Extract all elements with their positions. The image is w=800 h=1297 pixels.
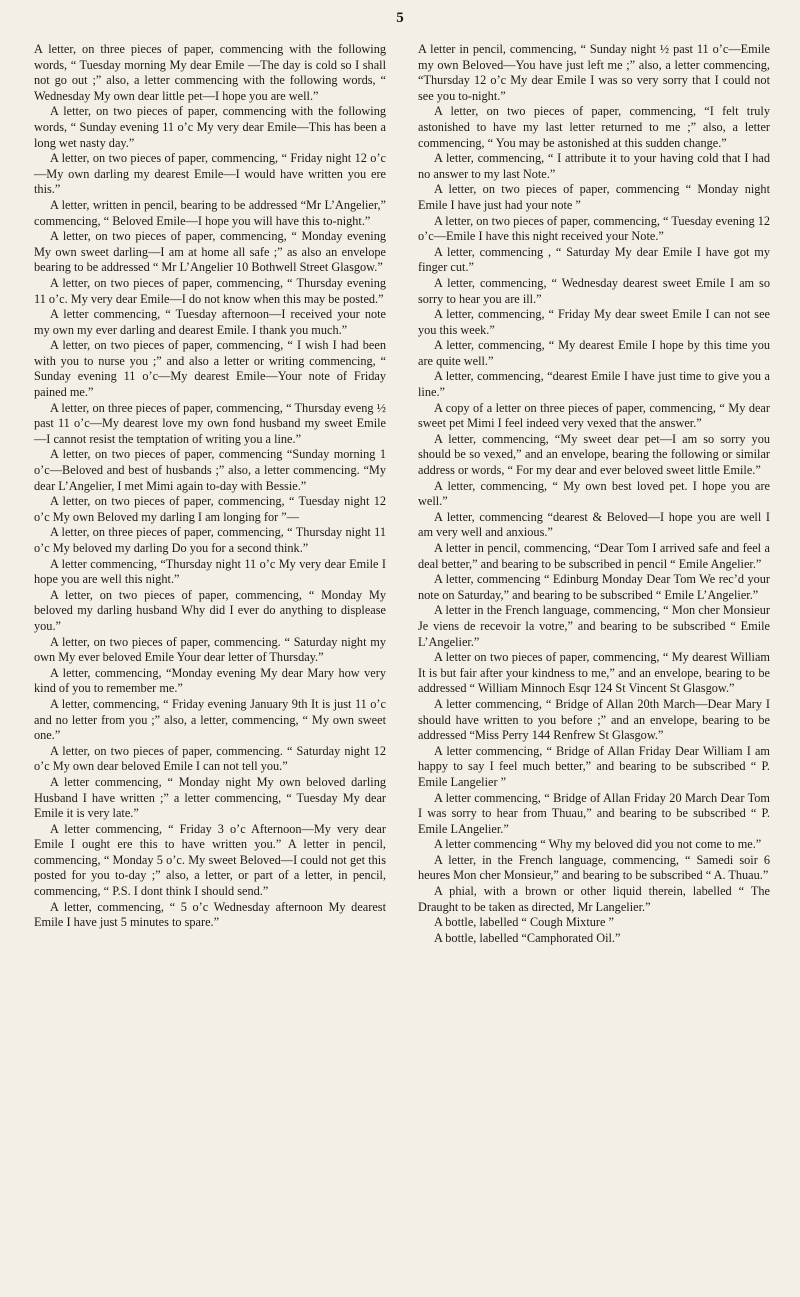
inventory-entry: A letter, on two pieces of paper, commencing, “ Thursday evening 11 o’c. My very dear Emile—I do not know when this may be posted.” (34, 275, 386, 306)
inventory-entry: A letter commencing, “ Tuesday afternoon—I received your note my own my ever darling and dearest Emile. I thank you much.” (34, 307, 386, 337)
inventory-entry: A letter commencing, “ Bridge of Allan Friday Dear William I am happy to say I feel much better,” and bearing to be subscribed “ P. Emile Langelier ” (418, 743, 770, 789)
inventory-entry: A letter, commencing, “ My own best loved pet. I hope you are well.” (418, 478, 770, 509)
inventory-entry: A letter on two pieces of paper, commencing, “ My dearest William It is but fair after your kindness to me,” and an envelope, bearing to be addressed “ William Minnoch Esqr 124 St Vincent St Glasgow.” (418, 650, 770, 696)
inventory-entry: A letter, on two pieces of paper, commencing with the following words, “ Sunday evening 11 o’c My very dear Emile—This has been a long wet nasty day.” (34, 104, 386, 150)
inventory-entry: A letter, on two pieces of paper, commencing, “ Friday night 12 o’c—My own darling my dearest Emile—I would have written you ere this.” (34, 151, 386, 197)
right-column (418, 42, 770, 946)
inventory-entry: A letter, on three pieces of paper, commencing, “ Thursday night 11 o’c My beloved my darling Do you for a second think.” (34, 525, 386, 555)
inventory-entry: A letter in pencil, commencing, “ Sunday night ½ past 11 o’c—Emile my own Beloved—You have just left me ;” also, a letter commencing, “Thursday 12 o’c My dear Emile I was so very sorry that I could not see you to-night.” (418, 42, 770, 103)
inventory-entry: A letter, on three pieces of paper, commencing with the following words, “ Tuesday morning My dear Emile —The day is cold so I shall not go out ;” also, a letter commencing with the following words, “ Wednesday My own dear little pet—I hope you are well.” (34, 42, 386, 103)
inventory-entry: A letter, on two pieces of paper, commencing. “ Saturday night 12 o’c My own dear beloved Emile I can not tell you.” (34, 743, 386, 774)
inventory-entry: A letter in the French language, commencing, “ Mon cher Monsieur Je viens de recevoir la votre,” and bearing to be subscribed “ Emile L’Angelier.” (418, 603, 770, 649)
inventory-entry: A letter, on two pieces of paper, commencing, “ I wish I had been with you to nurse you ;” and also a letter or writing commencing, “ Sunday evening 11 o’c—My dearest Emile—Your note of Friday pained me.” (34, 338, 386, 400)
inventory-entry: A letter, commencing, “My sweet dear pet—I am so sorry you should be so vexed,” and an envelope, bearing the following or similar address or words, “ For my dear and ever beloved sweet little Emile.” (418, 431, 770, 478)
inventory-entry: A letter in pencil, commencing, “Dear Tom I arrived safe and feel a deal better,” and bearing to be subscribed in pencil “ Emile Angelier.” (418, 541, 770, 571)
inventory-entry: A letter, on two pieces of paper, commencing, “ Tuesday night 12 o’c My own Beloved my darling I am longing for ”— (34, 494, 386, 524)
inventory-entry: A letter, commencing “dearest & Beloved—I hope you are well I am very well and anxious.” (418, 509, 770, 540)
inventory-entry: A letter commencing, “ Bridge of Allan Friday 20 March Dear Tom I was sorry to hear from Thuau,” and bearing to be subscribed “ P. Emile LAngelier.” (418, 790, 770, 836)
inventory-entry: A letter, commencing, “ Friday My dear sweet Emile I can not see you this week.” (418, 307, 770, 337)
inventory-entry: A letter, commencing, “ 5 o’c Wednesday afternoon My dearest Emile I have just 5 minutes to spare.” (34, 899, 386, 930)
inventory-entry: A letter, on two pieces of paper, commencing, “ Tuesday evening 12 o’c—Emile I have this night received your Note.” (418, 213, 770, 244)
inventory-entry: A letter, commencing, “dearest Emile I have just time to give you a line.” (418, 369, 770, 400)
inventory-entry: A letter, in the French language, commencing, “ Samedi soir 6 heures Mon cher Monsieur,” and bearing to be subscribed “ A. Thuau.” (418, 852, 770, 883)
inventory-entry: A letter commencing, “ Monday night My own beloved darling Husband I have written ;” a letter commencing, “ Tuesday My dear Emile it is very late.” (34, 774, 386, 821)
inventory-entry: A letter, on two pieces of paper, commencing “Sunday morning 1 o’c—Beloved and best of husbands ;” also, a letter commencing. “My dear L’Angelier, I met Mimi again to-day with Bessie.” (34, 447, 386, 493)
inventory-entry: A letter, written in pencil, bearing to be addressed “Mr L’Angelier,” commencing, “ Beloved Emile—I hope you will have this to-night.” (34, 197, 386, 228)
inventory-entry: A letter commencing, “ Friday 3 o’c Afternoon—My very dear Emile I ought ere this to have written you.” A letter in pencil, commencing, “ Monday 5 o’c. My sweet Beloved—I could not get this posted for you to-day ;” also, a letter, or part of a letter, in pencil, commencing, “ P.S. I dont think I should send.” (34, 821, 386, 899)
inventory-entry: A letter, commencing, “ I attribute it to your having cold that I had no answer to my last Note.” (418, 151, 770, 181)
inventory-entry: A phial, with a brown or other liquid therein, labelled “ The Draught to be taken as directed, Mr Langelier.” (418, 884, 770, 914)
inventory-entry: A letter, commencing “ Edinburg Monday Dear Tom We rec’d your note on Saturday,” and bearing to be subscribed “ Emile L’Angelier.” (418, 572, 770, 602)
inventory-entry: A letter, on two pieces of paper, commencing “ Monday night Emile I have just had your note ” (418, 182, 770, 212)
inventory-entry: A letter commencing “ Why my beloved did you not come to me.” (434, 837, 762, 852)
inventory-entry: A letter, on two pieces of paper, commencing. “ Saturday night my own My ever beloved Emile Your dear letter of Thursday.” (34, 634, 386, 665)
inventory-entry: A letter, commencing, “ Friday evening January 9th It is just 11 o’c and no letter from you ;” also, a letter, commencing, “ My own sweet one.” (34, 696, 386, 743)
inventory-entry: A letter, on two pieces of paper, commencing, “ Monday evening My own sweet darling—I am at home all safe ;” as also an envelope bearing to be addressed “ Mr L’Angelier 10 Bothwell Street Glasgow.” (34, 229, 386, 275)
left-column (34, 42, 386, 931)
inventory-entry: A letter commencing, “ Bridge of Allan 20th March—Dear Mary I should have written to you before ;” and an envelope, bearing to be addressed “Miss Perry 144 Renfrew St Glasgow.” (418, 696, 770, 743)
inventory-entry: A letter, commencing , “ Saturday My dear Emile I have got my finger cut.” (418, 244, 770, 275)
inventory-entry: A letter, on two pieces of paper, commencing, “I felt truly astonished to have my last letter returned to me ;” also, a letter commencing, “ You may be astonished at this sudden change.” (418, 104, 770, 150)
inventory-entry: A letter, commencing, “ Wednesday dearest sweet Emile I am so sorry to hear you are ill.” (418, 275, 770, 306)
inventory-entry: A letter commencing, “Thursday night 11 o’c My very dear Emile I hope you are well this night.” (34, 556, 386, 587)
inventory-entry: A bottle, labelled “Camphorated Oil.” (434, 930, 621, 945)
inventory-entry: A letter, commencing, “Monday evening My dear Mary how very kind of you to remember me.” (34, 665, 386, 696)
inventory-entry: A copy of a letter on three pieces of paper, commencing, “ My dear sweet pet Mimi I feel indeed very vexed that the answer.” (418, 400, 770, 431)
inventory-entry: A letter, on three pieces of paper, commencing, “ Thursday eveng ½ past 11 o’c—My dearest love my own fond husband my sweet Emile—I cannot resist the temptation of writing you a line.” (34, 400, 386, 446)
inventory-entry: A bottle, labelled “ Cough Mixture ” (434, 915, 614, 930)
inventory-entry: A letter, commencing, “ My dearest Emile I hope by this time you are quite well.” (418, 338, 770, 368)
page-number: 5 (396, 10, 404, 26)
inventory-entry: A letter, on two pieces of paper, commencing, “ Monday My beloved my darling husband Why did I ever do anything to displease you.” (34, 587, 386, 633)
